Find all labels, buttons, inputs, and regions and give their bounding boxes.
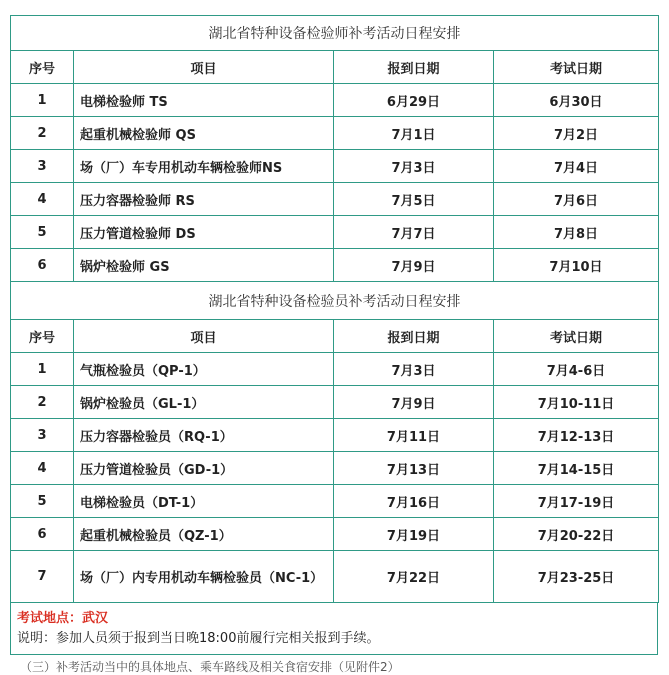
row-exam-date: 6月30日 (494, 84, 659, 117)
row-exam-date: 7月2日 (494, 117, 659, 150)
header-exam-date: 考试日期 (494, 51, 659, 84)
table-row (11, 386, 659, 419)
table-row (11, 183, 659, 216)
row-exam-date: 7月8日 (494, 216, 659, 249)
table-row (11, 84, 659, 117)
row-report-date: 7月19日 (334, 518, 494, 551)
row-no: 4 (11, 183, 74, 216)
row-no: 3 (11, 419, 74, 452)
row-exam-date: 7月12-13日 (494, 419, 659, 452)
row-exam-date: 7月20-22日 (494, 518, 659, 551)
row-no: 5 (11, 216, 74, 249)
row-item: 锅炉检验师 GS (74, 249, 334, 282)
table-row (11, 419, 659, 452)
table-row (11, 485, 659, 518)
row-item: 起重机械检验师 QS (74, 117, 334, 150)
row-exam-date: 7月14-15日 (494, 452, 659, 485)
table-row (11, 249, 659, 282)
schedule-table (10, 15, 659, 603)
row-report-date: 6月29日 (334, 84, 494, 117)
schedule-container (10, 15, 658, 655)
examiner-table-title: 湖北省特种设备检验员补考活动日程安排 (11, 282, 659, 320)
header-item: 项目 (74, 51, 334, 84)
cut-off-paragraph: （三）补考活动当中的具体地点、乘车路线及相关食宿安排（见附件2） (20, 660, 400, 674)
row-exam-date: 7月17-19日 (494, 485, 659, 518)
examiner-header-row (11, 320, 659, 353)
row-item: 电梯检验员（DT-1） (74, 485, 334, 518)
header-item: 项目 (74, 320, 334, 353)
row-item: 电梯检验师 TS (74, 84, 334, 117)
header-no: 序号 (11, 320, 74, 353)
row-exam-date: 7月6日 (494, 183, 659, 216)
header-report-date: 报到日期 (334, 51, 494, 84)
row-no: 2 (11, 117, 74, 150)
row-report-date: 7月9日 (334, 386, 494, 419)
row-report-date: 7月3日 (334, 150, 494, 183)
row-item: 气瓶检验员（QP-1） (74, 353, 334, 386)
row-report-date: 7月9日 (334, 249, 494, 282)
row-report-date: 7月13日 (334, 452, 494, 485)
row-exam-date: 7月4日 (494, 150, 659, 183)
inspector-title-row (11, 16, 659, 51)
row-no: 5 (11, 485, 74, 518)
row-report-date: 7月5日 (334, 183, 494, 216)
row-no: 6 (11, 249, 74, 282)
row-exam-date: 7月10-11日 (494, 386, 659, 419)
header-no: 序号 (11, 51, 74, 84)
row-no: 1 (11, 353, 74, 386)
header-report-date: 报到日期 (334, 320, 494, 353)
notes-section (10, 603, 658, 655)
row-item: 压力容器检验员（RQ-1） (74, 419, 334, 452)
row-no: 3 (11, 150, 74, 183)
table-row (11, 216, 659, 249)
table-row (11, 551, 659, 603)
row-item: 场（厂）内专用机动车辆检验员（NC-1） (74, 551, 334, 603)
inspector-header-row (11, 51, 659, 84)
row-report-date: 7月7日 (334, 216, 494, 249)
row-item: 压力管道检验师 DS (74, 216, 334, 249)
row-exam-date: 7月23-25日 (494, 551, 659, 603)
row-no: 1 (11, 84, 74, 117)
table-row (11, 150, 659, 183)
row-report-date: 7月22日 (334, 551, 494, 603)
row-item: 压力管道检验员（GD-1） (74, 452, 334, 485)
row-item: 压力容器检验师 RS (74, 183, 334, 216)
row-item: 场（厂）车专用机动车辆检验师NS (74, 150, 334, 183)
row-report-date: 7月16日 (334, 485, 494, 518)
exam-location: 考试地点：武汉 (17, 611, 109, 626)
row-report-date: 7月3日 (334, 353, 494, 386)
row-no: 7 (11, 551, 74, 603)
row-exam-date: 7月10日 (494, 249, 659, 282)
row-report-date: 7月11日 (334, 419, 494, 452)
examiner-title-row (11, 282, 659, 320)
row-exam-date: 7月4-6日 (494, 353, 659, 386)
table-row (11, 117, 659, 150)
inspector-table-title: 湖北省特种设备检验师补考活动日程安排 (11, 16, 659, 51)
row-no: 6 (11, 518, 74, 551)
header-exam-date: 考试日期 (494, 320, 659, 353)
table-row (11, 452, 659, 485)
row-no: 2 (11, 386, 74, 419)
table-row (11, 518, 659, 551)
table-row (11, 353, 659, 386)
row-no: 4 (11, 452, 74, 485)
row-report-date: 7月1日 (334, 117, 494, 150)
row-item: 锅炉检验员（GL-1） (74, 386, 334, 419)
row-item: 起重机械检验员（QZ-1） (74, 518, 334, 551)
report-instruction: 说明：参加人员须于报到当日晚18:00前履行完相关报到手续。 (17, 631, 380, 646)
